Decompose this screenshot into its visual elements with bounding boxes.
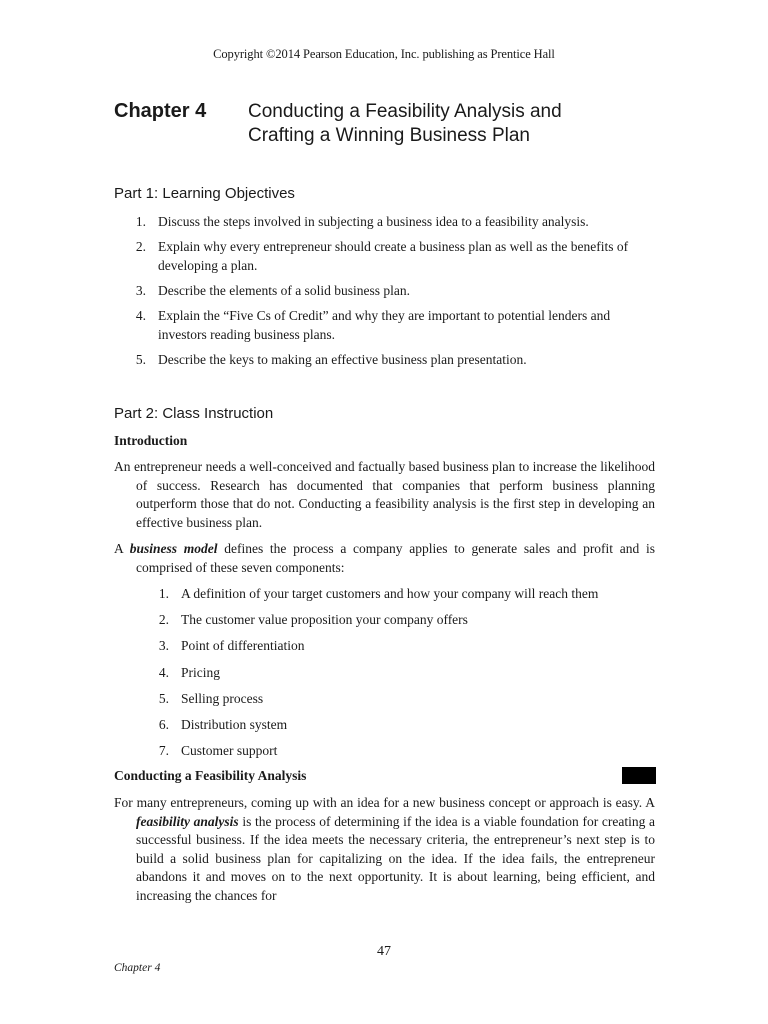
redaction-box: [622, 767, 656, 784]
list-text: Describe the elements of a solid business plan.: [158, 283, 410, 298]
list-number: 6.: [158, 716, 169, 732]
feasibility-paragraph: [114, 794, 655, 906]
chapter-title: [248, 100, 668, 148]
footer-chapter-label: Chapter 4: [114, 962, 161, 974]
business-model-paragraph: [114, 540, 655, 577]
list-number: 5.: [158, 690, 169, 706]
list-item: [128, 281, 648, 300]
list-number: 4.: [158, 664, 169, 680]
list-item: [151, 636, 671, 655]
list-item: [151, 610, 671, 629]
list-text: Explain why every entrepreneur should create a business plan as well as the benefits of developing a plan.: [158, 239, 629, 273]
business-model-term: business model: [129, 541, 218, 556]
introduction-paragraph: An entrepreneur needs a well-conceived and factually based business plan to increase the likelihood of success. Research has documented that companies that perform business planning outperform those that do not. Conducting a feasibility analysis is the first step in developing an effective business plan.: [114, 459, 655, 530]
list-number: 2.: [158, 612, 169, 628]
list-item: [128, 237, 648, 275]
list-number: 1.: [158, 586, 169, 601]
copyright-notice: Copyright ©2014 Pearson Education, Inc. publishing as Prentice Hall: [213, 47, 555, 61]
chapter-title-line-1: Conducting a Feasibility Analysis and: [248, 101, 562, 122]
list-number: 4.: [135, 308, 146, 323]
learning-objectives-list: [128, 212, 648, 375]
text-segment: A: [114, 541, 130, 556]
learning-objectives-heading: Part 1: Learning Objectives: [114, 185, 295, 202]
list-text: Describe the keys to making an effective business plan presentation.: [158, 352, 527, 367]
list-item: [128, 212, 648, 231]
chapter-label: Chapter 4: [114, 100, 207, 122]
list-text: A definition of your target customers and how your company will reach them: [181, 586, 599, 601]
list-number: 1.: [135, 214, 146, 229]
list-text: Explain the “Five Cs of Credit” and why they are important to potential lenders and investors reading business plans.: [158, 308, 611, 342]
list-number: 3.: [158, 638, 169, 654]
list-number: 2.: [135, 239, 146, 254]
introduction-subheading: Introduction: [114, 433, 188, 448]
text-segment: For many entrepreneurs, coming up with an idea for a new business concept or approach is easy. A: [114, 795, 655, 810]
list-item: [151, 715, 671, 734]
list-text: Discuss the steps involved in subjecting a business idea to a feasibility analysis.: [158, 214, 589, 229]
list-text: Distribution system: [181, 716, 288, 732]
list-number: 3.: [135, 283, 146, 298]
list-item: [151, 663, 671, 682]
list-text: The customer value proposition your company offers: [181, 612, 468, 628]
text-segment: defines the process a company applies to generate sales and profit and is comprised of these seven components:: [136, 541, 655, 575]
class-instruction-heading: Part 2: Class Instruction: [114, 405, 274, 422]
list-item: [151, 689, 671, 708]
list-number: 5.: [135, 352, 146, 367]
list-number: 7.: [158, 743, 169, 759]
page-number: 47: [377, 944, 391, 959]
feasibility-analysis-subheading: Conducting a Feasibility Analysis: [114, 768, 307, 783]
list-item: [151, 741, 671, 760]
feasibility-analysis-term: feasibility analysis: [136, 813, 239, 829]
list-item: [128, 306, 648, 344]
chapter-title-line-2: Crafting a Winning Business Plan: [248, 125, 530, 146]
list-item: [151, 584, 671, 603]
list-text: Pricing: [181, 664, 220, 680]
list-text: Customer support: [181, 743, 278, 759]
business-model-components-list: [151, 584, 671, 767]
text-segment: is the process of determining if the idea is a viable foundation for creating a successful business. If the idea meets the necessary criteria, the entrepreneur’s next step is to build a solid business plan for capitalizing on the idea. If the idea fails, the entrepreneur abandons it and moves on to the next opportunity. It is about learning, being efficient, and increasing the chances for: [136, 813, 655, 903]
list-item: [128, 350, 648, 369]
list-text: Selling process: [181, 690, 264, 706]
list-text: Point of differentiation: [181, 638, 305, 654]
